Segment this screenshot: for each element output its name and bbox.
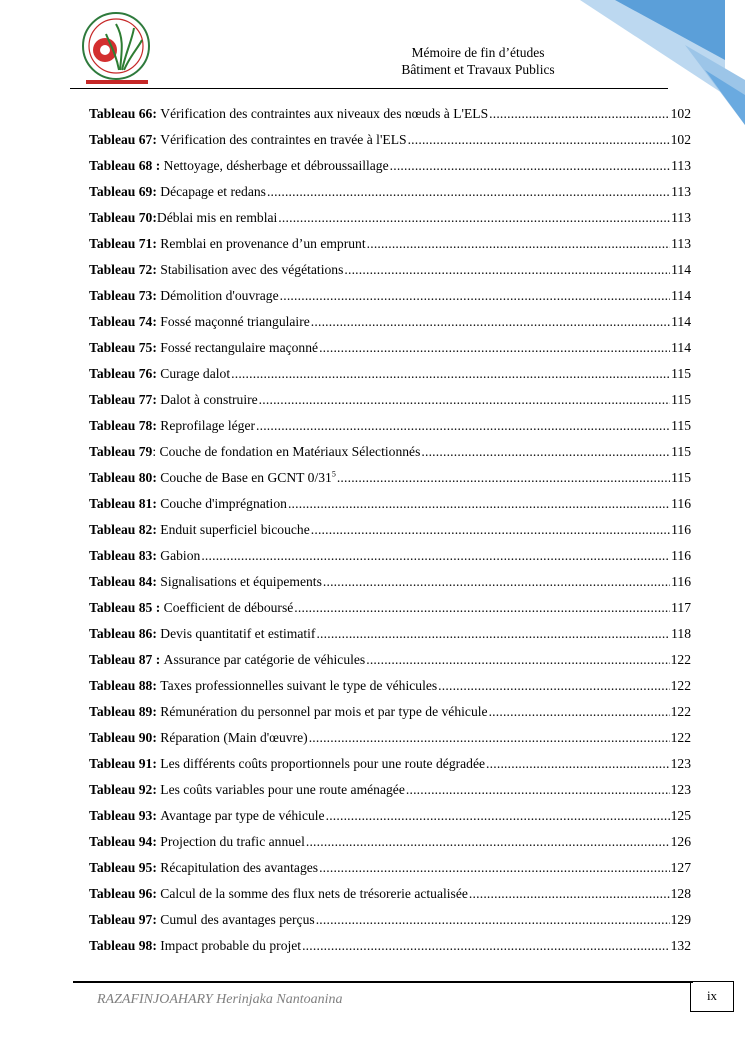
toc-entry-page: 122 bbox=[670, 678, 691, 693]
toc-entry-leader bbox=[294, 599, 670, 617]
toc-entry-leader bbox=[201, 547, 670, 565]
toc-entry[interactable] bbox=[89, 573, 691, 599]
toc-entry-leader bbox=[326, 807, 670, 825]
toc-entry-title-text: Calcul de la somme des flux nets de trésorerie actualisée bbox=[160, 886, 468, 901]
toc-entry-title-text: Couche de Base en GCNT 0/31 bbox=[160, 470, 332, 485]
toc-entry-leader bbox=[316, 625, 670, 643]
toc-entry[interactable] bbox=[89, 131, 691, 157]
toc-entry-title bbox=[160, 495, 287, 513]
toc-entry-page: 116 bbox=[671, 522, 691, 537]
toc-entry-title bbox=[160, 469, 336, 487]
toc-entry[interactable] bbox=[89, 417, 691, 443]
toc-entry-page: 113 bbox=[671, 210, 691, 225]
toc-entry[interactable] bbox=[89, 391, 691, 417]
toc-entry-label: Tableau 95: bbox=[89, 860, 157, 875]
toc-entry-page: 122 bbox=[670, 704, 691, 719]
toc-entry-title bbox=[160, 781, 405, 799]
toc-entry-title-text: Dalot à construire bbox=[160, 392, 258, 407]
toc-entry-page: 113 bbox=[671, 236, 691, 251]
toc-entry-label: Tableau 68 : bbox=[89, 158, 161, 173]
toc-entry-page: 114 bbox=[671, 340, 691, 355]
toc-entry-page: 116 bbox=[671, 548, 691, 563]
school-logo bbox=[76, 10, 158, 88]
toc-entry[interactable] bbox=[89, 729, 691, 755]
toc-entry-leader bbox=[319, 859, 670, 877]
toc-entry-label: Tableau 77: bbox=[89, 392, 157, 407]
toc-entry-title-text: Décapage et redans bbox=[160, 184, 266, 199]
toc-entry-label: Tableau 80: bbox=[89, 470, 157, 485]
toc-entry-label: Tableau 66: bbox=[89, 106, 157, 121]
toc-entry-page: 115 bbox=[671, 470, 691, 485]
toc-entry-leader bbox=[309, 729, 670, 747]
toc-entry[interactable] bbox=[89, 859, 691, 885]
toc-entry-title bbox=[160, 885, 468, 903]
toc-entry-page: 122 bbox=[670, 730, 691, 745]
toc-entry[interactable] bbox=[89, 183, 691, 209]
toc-entry-page: 115 bbox=[671, 366, 691, 381]
toc-entry-page: 122 bbox=[670, 652, 691, 667]
toc-entry-title bbox=[160, 287, 278, 305]
header-rule bbox=[70, 88, 668, 89]
toc-entry-leader bbox=[421, 443, 670, 461]
header-subtitle: Bâtiment et Travaux Publics bbox=[401, 62, 555, 77]
toc-entry-leader bbox=[259, 391, 670, 409]
toc-entry-leader bbox=[316, 911, 670, 929]
toc-entry-title-text: Récapitulation des avantages bbox=[160, 860, 319, 875]
toc-entry-page: 102 bbox=[670, 106, 691, 121]
toc-entry-title-text: Fossé rectangulaire maçonné bbox=[160, 340, 319, 355]
toc-entry[interactable] bbox=[89, 339, 691, 365]
toc-entry[interactable] bbox=[89, 677, 691, 703]
toc-entry[interactable] bbox=[89, 651, 691, 677]
toc-entry-leader bbox=[319, 339, 670, 357]
toc-entry-label: Tableau 97: bbox=[89, 912, 157, 927]
toc-entry-leader bbox=[366, 651, 669, 669]
toc-entry-page: 125 bbox=[670, 808, 691, 823]
toc-entry-title bbox=[160, 937, 301, 955]
toc-entry[interactable] bbox=[89, 599, 691, 625]
toc-entry-title-text: Réparation (Main d'œuvre) bbox=[160, 730, 308, 745]
toc-entry[interactable] bbox=[89, 105, 691, 131]
toc-entry-leader bbox=[408, 131, 670, 149]
toc-entry-leader bbox=[256, 417, 670, 435]
toc-entry-title bbox=[160, 859, 318, 877]
toc-entry-title bbox=[160, 625, 315, 643]
toc-entry-title bbox=[160, 365, 230, 383]
toc-entry-label: Tableau 91: bbox=[89, 756, 157, 771]
toc-entry-title bbox=[164, 599, 294, 617]
toc-entry-footnote-ref: 5 bbox=[331, 469, 336, 479]
toc-entry-label: Tableau 79 bbox=[89, 444, 153, 459]
toc-entry-title bbox=[160, 391, 257, 409]
toc-entry-title-text: Nettoyage, désherbage et débroussaillage bbox=[163, 158, 389, 173]
toc-entry-page: 102 bbox=[670, 132, 691, 147]
toc-entry-title-text: Assurance par catégorie de véhicules bbox=[163, 652, 366, 667]
toc-entry-label: Tableau 83: bbox=[89, 548, 157, 563]
toc-entry-page: 115 bbox=[671, 392, 691, 407]
toc-entry-title-text: Curage dalot bbox=[160, 366, 231, 381]
toc-entry-title-text: Cumul des avantages perçus bbox=[160, 912, 315, 927]
toc-entry-title bbox=[160, 131, 406, 149]
toc-entry-leader bbox=[367, 235, 670, 253]
toc-entry-label: Tableau 90: bbox=[89, 730, 157, 745]
toc-entry-label: Tableau 74: bbox=[89, 314, 157, 329]
toc-entry-title bbox=[157, 209, 277, 227]
toc-entry-title-text: Taxes professionnelles suivant le type de véhicules bbox=[160, 678, 438, 693]
toc-entry-label: Tableau 88: bbox=[89, 678, 157, 693]
toc-entry-label: Tableau 76: bbox=[89, 366, 157, 381]
toc-entry-title-text: Rémunération du personnel par mois et par type de véhicule bbox=[160, 704, 488, 719]
toc-entry-page: 116 bbox=[671, 574, 691, 589]
footer-author: RAZAFINJOAHARY Herinjaka Nantoanina bbox=[97, 992, 343, 1007]
toc-entry-page: 123 bbox=[670, 756, 691, 771]
toc-entry-title-text: Stabilisation avec des végétations bbox=[160, 262, 344, 277]
toc-entry-title-text: Couche d'imprégnation bbox=[160, 496, 287, 511]
toc-entry-page: 129 bbox=[670, 912, 691, 927]
toc-entry[interactable] bbox=[89, 703, 691, 729]
toc-entry-leader bbox=[489, 105, 669, 123]
toc-entry[interactable] bbox=[89, 833, 691, 859]
toc-entry-leader bbox=[344, 261, 670, 279]
toc-entry-page: 115 bbox=[671, 418, 691, 433]
toc-entry-page: 132 bbox=[670, 938, 691, 953]
toc-entry-title-text: Reprofilage léger bbox=[160, 418, 256, 433]
toc-entry-leader bbox=[280, 287, 670, 305]
toc-entry-label: Tableau 69: bbox=[89, 184, 157, 199]
toc-entry-title bbox=[164, 651, 366, 669]
toc-entry-label: Tableau 70: bbox=[89, 210, 157, 225]
toc-entry-leader bbox=[302, 937, 670, 955]
toc-entry-title-text: Impact probable du projet bbox=[160, 938, 302, 953]
toc-entry[interactable] bbox=[89, 235, 691, 261]
toc-entry-page: 114 bbox=[671, 288, 691, 303]
toc-entry[interactable] bbox=[89, 625, 691, 651]
toc-entry[interactable] bbox=[89, 807, 691, 833]
toc-entry[interactable] bbox=[89, 937, 691, 963]
toc-entry[interactable] bbox=[89, 365, 691, 391]
toc-entry-label: Tableau 84: bbox=[89, 574, 157, 589]
toc-entry[interactable] bbox=[89, 287, 691, 313]
toc-entry[interactable] bbox=[89, 495, 691, 521]
toc-entry-title-text: Vérification des contraintes en travée à l'ELS bbox=[160, 132, 407, 147]
toc-entry-label: Tableau 75: bbox=[89, 340, 157, 355]
toc-entry-leader bbox=[323, 573, 670, 591]
toc-entry-title bbox=[160, 417, 255, 435]
toc-entry-leader bbox=[231, 365, 670, 383]
toc-entry-label: Tableau 71: bbox=[89, 236, 157, 251]
toc-entry-label: Tableau 89: bbox=[89, 704, 157, 719]
toc-entry-label: Tableau 92: bbox=[89, 782, 157, 797]
toc-entry-title bbox=[160, 183, 266, 201]
toc-entry-title bbox=[164, 157, 389, 175]
toc-entry-title-text: Avantage par type de véhicule bbox=[160, 808, 325, 823]
toc-entry-title bbox=[152, 443, 420, 461]
toc-entry-title-text: Enduit superficiel bicouche bbox=[160, 522, 310, 537]
toc-entry-title bbox=[160, 807, 324, 825]
toc-entry-label: Tableau 73: bbox=[89, 288, 157, 303]
toc-entry-title bbox=[160, 911, 314, 929]
toc-entry-title-text: Devis quantitatif et estimatif bbox=[160, 626, 316, 641]
toc-entry[interactable] bbox=[89, 209, 691, 235]
toc-entry[interactable] bbox=[89, 755, 691, 781]
toc-entry-title bbox=[160, 313, 310, 331]
toc-entry-page: 127 bbox=[670, 860, 691, 875]
toc-entry-title-text: Les différents coûts proportionnels pour une route dégradée bbox=[160, 756, 486, 771]
toc-entry-leader bbox=[469, 885, 670, 903]
toc-entry-page: 115 bbox=[671, 444, 691, 459]
toc-entry-title bbox=[160, 573, 322, 591]
toc-entry-page: 117 bbox=[671, 600, 691, 615]
toc-entry-label: Tableau 94: bbox=[89, 834, 157, 849]
toc-entry-title-text: Déblai mis en remblai bbox=[156, 210, 278, 225]
toc-entry-title-text: Projection du trafic annuel bbox=[160, 834, 305, 849]
toc-entry-page: 114 bbox=[671, 262, 691, 277]
toc-entry-label: Tableau 85 : bbox=[89, 600, 161, 615]
toc-entry-title-text: Remblai en provenance d’un emprunt bbox=[160, 236, 366, 251]
toc-entry-title-text: Les coûts variables pour une route aménagée bbox=[160, 782, 405, 797]
toc-entry-leader bbox=[489, 703, 670, 721]
toc-entry-title bbox=[160, 261, 343, 279]
toc-entry-title bbox=[160, 833, 305, 851]
toc-entry-title-text: : Couche de fondation en Matériaux Sélectionnés bbox=[152, 444, 421, 459]
toc-entry-leader bbox=[390, 157, 670, 175]
toc-entry-title bbox=[160, 547, 200, 565]
toc-entry-leader bbox=[406, 781, 670, 799]
toc-entry-title bbox=[160, 677, 437, 695]
header-title: Mémoire de fin d’études bbox=[411, 45, 545, 60]
toc-entry-page: 113 bbox=[671, 184, 691, 199]
toc-entry-title bbox=[160, 703, 487, 721]
toc-entry-leader bbox=[278, 209, 670, 227]
toc-entry-title bbox=[160, 235, 365, 253]
toc-entry[interactable] bbox=[89, 313, 691, 339]
toc-entry-label: Tableau 96: bbox=[89, 886, 157, 901]
toc-entry-leader bbox=[267, 183, 670, 201]
toc-entry-label: Tableau 72: bbox=[89, 262, 157, 277]
toc-entry[interactable] bbox=[89, 547, 691, 573]
toc-entry-leader bbox=[486, 755, 670, 773]
toc-entry[interactable] bbox=[89, 157, 691, 183]
toc-entry-page: 128 bbox=[670, 886, 691, 901]
toc-entry-page: 123 bbox=[670, 782, 691, 797]
toc-entry-title bbox=[160, 521, 309, 539]
toc-entry-title-text: Gabion bbox=[160, 548, 201, 563]
toc-entry[interactable] bbox=[89, 781, 691, 807]
toc-entry-label: Tableau 98: bbox=[89, 938, 157, 953]
table-of-tables bbox=[89, 105, 691, 963]
footer-rule bbox=[73, 981, 693, 983]
toc-entry-title bbox=[160, 105, 488, 123]
document-header bbox=[360, 44, 596, 78]
toc-entry-leader bbox=[306, 833, 670, 851]
toc-entry-leader bbox=[337, 469, 670, 487]
toc-entry[interactable] bbox=[89, 261, 691, 287]
toc-entry[interactable] bbox=[89, 443, 691, 469]
toc-entry-title-text: Démolition d'ouvrage bbox=[160, 288, 279, 303]
toc-entry-label: Tableau 78: bbox=[89, 418, 157, 433]
toc-entry-title-text: Coefficient de déboursé bbox=[163, 600, 294, 615]
toc-entry-title-text: Fossé maçonné triangulaire bbox=[160, 314, 310, 329]
toc-entry[interactable] bbox=[89, 911, 691, 937]
toc-entry-page: 113 bbox=[671, 158, 691, 173]
toc-entry-title bbox=[160, 729, 307, 747]
toc-entry-label: Tableau 93: bbox=[89, 808, 157, 823]
toc-entry-leader bbox=[288, 495, 670, 513]
toc-entry-leader bbox=[311, 313, 670, 331]
toc-entry[interactable] bbox=[89, 469, 691, 495]
toc-entry-label: Tableau 81: bbox=[89, 496, 157, 511]
toc-entry-page: 114 bbox=[671, 314, 691, 329]
toc-entry-page: 116 bbox=[671, 496, 691, 511]
toc-entry-title-text: Signalisations et équipements bbox=[160, 574, 322, 589]
toc-entry-leader bbox=[438, 677, 669, 695]
toc-entry[interactable] bbox=[89, 885, 691, 911]
toc-entry[interactable] bbox=[89, 521, 691, 547]
toc-entry-label: Tableau 82: bbox=[89, 522, 157, 537]
toc-entry-title-text: Vérification des contraintes aux niveaux des nœuds à L'ELS bbox=[160, 106, 489, 121]
toc-entry-page: 126 bbox=[670, 834, 691, 849]
toc-entry-title bbox=[160, 339, 318, 357]
toc-entry-label: Tableau 87 : bbox=[89, 652, 161, 667]
toc-entry-leader bbox=[311, 521, 670, 539]
toc-entry-label: Tableau 86: bbox=[89, 626, 157, 641]
toc-entry-title bbox=[160, 755, 485, 773]
toc-entry-page: 118 bbox=[671, 626, 691, 641]
page-number: ix bbox=[690, 981, 734, 1012]
toc-entry-label: Tableau 67: bbox=[89, 132, 157, 147]
